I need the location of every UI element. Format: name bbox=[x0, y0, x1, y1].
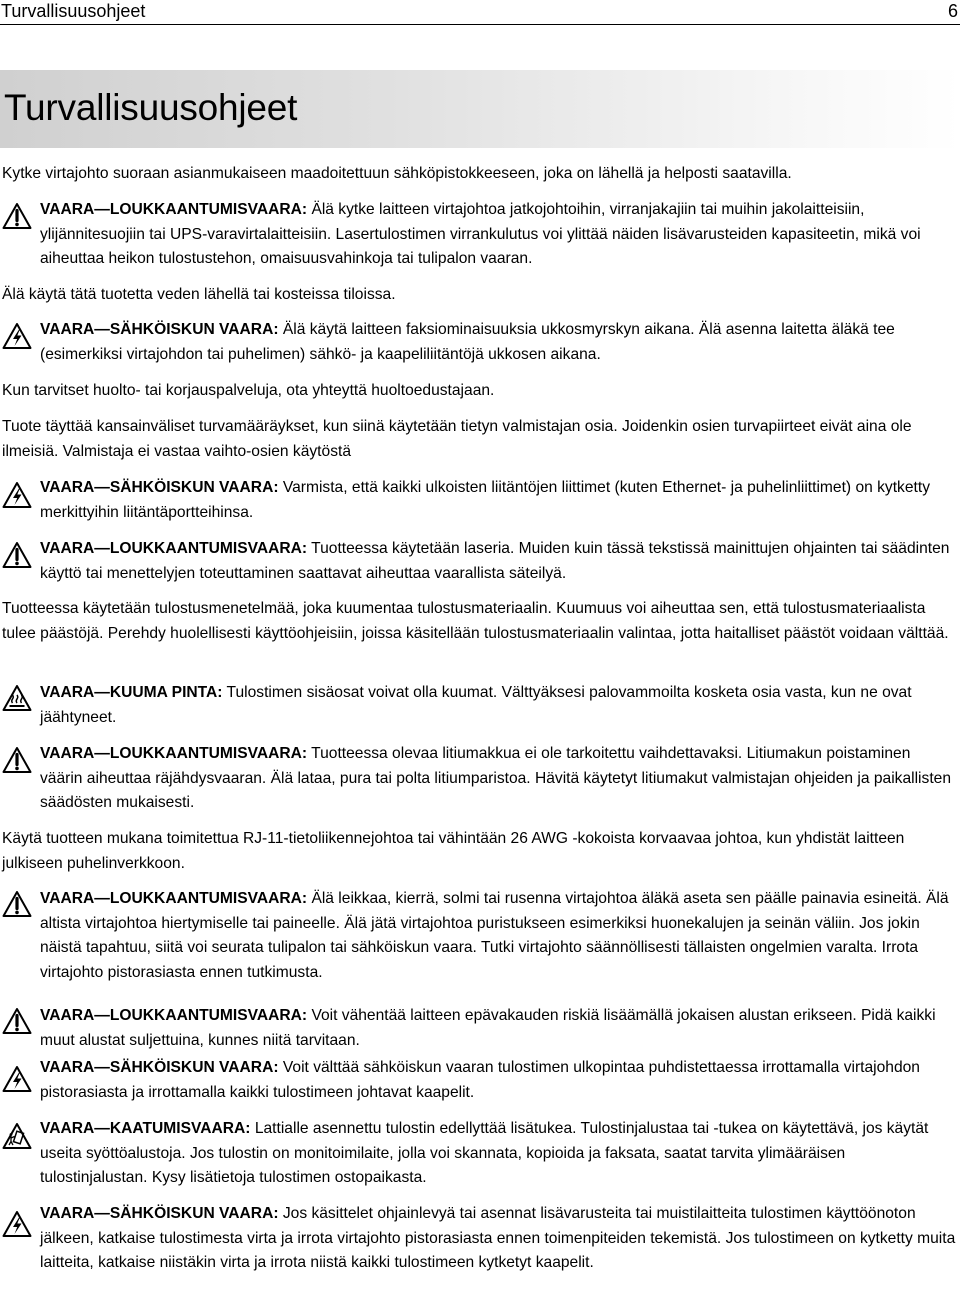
warning-block bbox=[40, 681, 956, 730]
warning-text: Lattialle asennettu tulostin edellyttää lisätukea. Tulostinjalustaa tai -tukea on käytettävä, jos käytät useita syöttöalustoja. Jos tulostin on monitoimilaite, jolla voi skannata, kopioida ja faksata, saatat tarvita ylimääräisen tulostinjalustan. Kysy lisätietoja tulostimen ostopaikasta. bbox=[40, 1120, 929, 1186]
warning-block bbox=[40, 1202, 956, 1276]
warning-label: VAARA—SÄHKÖISKUN VAARA: bbox=[40, 1059, 279, 1076]
shock-hazard-icon bbox=[2, 1065, 32, 1093]
warning-label: VAARA—LOUKKAANTUMISVAARA: bbox=[40, 540, 308, 557]
warning-block bbox=[40, 318, 956, 367]
caution-icon bbox=[2, 202, 32, 230]
warning-label: VAARA—SÄHKÖISKUN VAARA: bbox=[40, 479, 279, 496]
warning-label: VAARA—LOUKKAANTUMISVAARA: bbox=[40, 890, 308, 907]
shock-hazard-icon bbox=[2, 481, 32, 509]
shock-hazard-icon bbox=[2, 1210, 32, 1238]
warning-block bbox=[40, 476, 956, 525]
paragraph: Kytke virtajohto suoraan asianmukaiseen maadoitettuun sähköpistokkeeseen, joka on lähellä ja helposti saatavilla. bbox=[2, 165, 792, 182]
warning-text: Jos käsittelet ohjainlevyä tai asennat lisävarusteita tai muistilaitteita tulostimen käyttöönoton jälkeen, katkaise tulostimesta virta ja irrota virtajohto pistorasiasta ennen toimenpiteiden tekemistä. Jos tulostimeen on kytketty muita laitteita, katkaise niistäkin virta ja irrota niistä kaikki tulostimeen kytketyt kaapelit. bbox=[40, 1205, 956, 1271]
warning-block bbox=[40, 1004, 956, 1053]
warning-label: VAARA—LOUKKAANTUMISVAARA: bbox=[40, 745, 308, 762]
paragraph: Tuote täyttää kansainväliset turvamääräykset, kun siinä käytetään tietyn valmistajan osia. Joidenkin osien turvapiirteet eivät aina ole ilmeisiä. Valmistaja ei vastaa vaihto-osien käytöstä bbox=[2, 418, 912, 460]
warning-block bbox=[40, 742, 956, 816]
caution-icon bbox=[2, 541, 32, 569]
page-title: Turvallisuusohjeet bbox=[4, 87, 298, 128]
warning-text: Tulostimen sisäosat voivat olla kuumat. Välttyäksesi palovammoilta kosketa osia vasta, kun ne ovat jäähtyneet. bbox=[40, 684, 912, 726]
warning-text: Älä leikkaa, kierrä, solmi tai rusenna virtajohtoa äläkä aseta sen päälle painavia esineitä. Älä altista virtajohtoa hiertymiselle tai paineelle. Älä jätä virtajohtoa puristukseen esimerkiksi huonekalujen ja seinän väliin. Jos jokin näistä tapahtuu, siitä voi seurata tulipalon tai sähköiskun vaara. Tutki virtajohto säännöllisesti tällaisten ongelmien varalta. Irrota virtajohto pistorasiasta ennen tutkimusta. bbox=[40, 890, 949, 981]
warning-text: Tuotteessa käytetään laseria. Muiden kuin tässä tekstissä mainittujen ohjainten tai säädinten käyttö tai menettelyjen toteuttaminen saattavat aiheuttaa vaarallista säteilyä. bbox=[40, 540, 950, 582]
shock-hazard-icon bbox=[2, 322, 32, 350]
warning-label: VAARA—LOUKKAANTUMISVAARA: bbox=[40, 201, 308, 218]
tipping-hazard-icon bbox=[2, 1122, 32, 1150]
warning-label: VAARA—SÄHKÖISKUN VAARA: bbox=[40, 1205, 279, 1222]
warning-block bbox=[40, 1056, 956, 1105]
caution-icon bbox=[2, 746, 32, 774]
caution-icon bbox=[2, 1007, 32, 1035]
warning-text: Voit välttää sähköiskun vaaran tulostimen ulkopintaa puhdistettaessa irrottamalla virtajohdon pistorasiasta ja irrottamalla kaikki tulostimeen johtavat kaapelit. bbox=[40, 1059, 920, 1101]
warning-text: Älä käytä laitteen faksiominaisuuksia ukkosmyrskyn aikana. Älä asenna laitetta äläkä tee (esimerkiksi virtajohdon tai puhelimen) sähkö- ja kaapeliliitäntöjä ukkosen aikana. bbox=[40, 321, 895, 363]
warning-label: VAARA—KUUMA PINTA: bbox=[40, 684, 223, 701]
warning-label: VAARA—KAATUMISVAARA: bbox=[40, 1120, 251, 1137]
warning-text: Tuotteessa olevaa litiumakkua ei ole tarkoitettu vaihdettavaksi. Litiumakun poistaminen väärin aiheuttaa räjähdysvaaran. Älä lataa, pura tai polta litiumparistoa. Hävitä käytetyt litiumakut valmistajan ohjeiden ja paikallisten säädösten mukaisesti. bbox=[40, 745, 951, 811]
warning-label: VAARA—SÄHKÖISKUN VAARA: bbox=[40, 321, 279, 338]
paragraph: Kun tarvitset huolto- tai korjauspalveluja, ota yhteyttä huoltoedustajaan. bbox=[2, 382, 495, 399]
warning-block bbox=[40, 1117, 956, 1191]
warning-block bbox=[40, 887, 956, 985]
paragraph: Tuotteessa käytetään tulostusmenetelmää, joka kuumentaa tulostusmateriaalin. Kuumuus voi aiheuttaa sen, että tulostusmateriaalista tulee päästöjä. Perehdy huolellisesti käyttöohjeisiin, joissa käsitellään tulostusmateriaalin valintaa, jotta haitalliset päästöt voidaan välttää. bbox=[2, 600, 949, 642]
title-band bbox=[0, 70, 960, 148]
page-number: 6 bbox=[947, 1, 958, 21]
paragraph: Käytä tuotteen mukana toimitettua RJ-11-tietoliikennejohtoa tai vähintään 26 AWG -kokoista korvaavaa johtoa, kun yhdistät laitteen julkiseen puhelinverkkoon. bbox=[2, 830, 905, 872]
warning-label: VAARA—LOUKKAANTUMISVAARA: bbox=[40, 1007, 308, 1024]
hot-surface-icon bbox=[2, 684, 32, 712]
warning-text: Älä kytke laitteen virtajohtoa jatkojohtoihin, virranjakajiin tai muihin jakolaitteisiin, ylijännitesuojiin tai UPS-varavirtalaitteisiin. Lasertulostimen virrankulutus voi ylittää näiden lisävarusteiden kapasiteetin, mikä voi aiheuttaa heikon tulostustehon, omaisuusvahinkoja tai tulipalon vaaran. bbox=[40, 201, 921, 267]
running-header-title: Turvallisuusohjeet bbox=[1, 1, 146, 21]
running-header bbox=[0, 0, 960, 25]
warning-text: Varmista, että kaikki ulkoisten liitäntöjen liittimet (kuten Ethernet- ja puhelinliittimet) on kytketty merkittyihin liitäntäportteihinsa. bbox=[40, 479, 930, 521]
caution-icon bbox=[2, 890, 32, 918]
warning-text: Voit vähentää laitteen epävakauden riskiä lisäämällä jokaisen alustan erikseen. Pidä kaikki muut alustat suljettuina, kunnes niitä tarvitaan. bbox=[40, 1007, 936, 1049]
warning-block bbox=[40, 198, 956, 272]
paragraph: Älä käytä tätä tuotetta veden lähellä tai kosteissa tiloissa. bbox=[2, 286, 396, 303]
warning-block bbox=[40, 537, 956, 586]
